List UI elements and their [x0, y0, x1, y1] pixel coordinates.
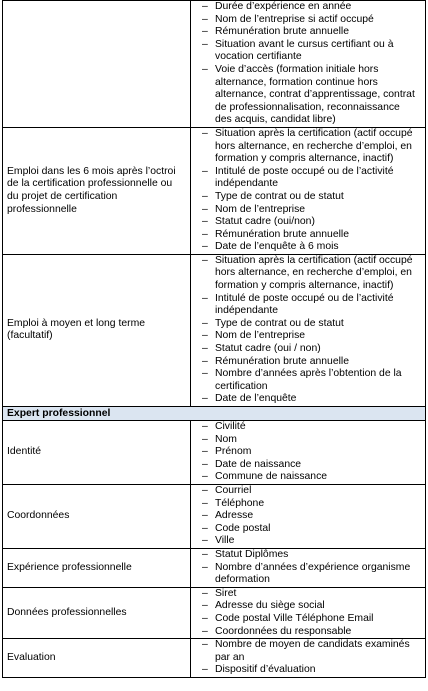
list-item: [191, 39, 425, 64]
dash-bullet-icon: –: [202, 368, 208, 380]
list-item-text: Durée d’expérience en année: [215, 1, 352, 12]
dash-bullet-icon: –: [202, 561, 208, 573]
list-item: [191, 498, 425, 511]
list-item: [191, 535, 425, 548]
row-label: [3, 1, 191, 128]
dash-bullet-icon: –: [202, 254, 208, 266]
dash-bullet-icon: –: [202, 203, 208, 215]
list-item-text: Situation avant le cursus certifiant ou à vocation certifiante: [215, 38, 394, 63]
list-item: [191, 229, 425, 242]
dash-bullet-icon: –: [202, 458, 208, 470]
list-item-text: Commune de naissance: [215, 471, 328, 483]
dash-bullet-icon: –: [202, 587, 208, 599]
list-item-text: Ville: [215, 535, 235, 547]
row-label: Emploi dans les 6 mois après l’octroi de la certification professionnelle ou du projet de certification professionnelle: [3, 127, 191, 254]
table-row: [3, 548, 426, 587]
dash-bullet-icon: –: [202, 317, 208, 329]
table-row: [3, 1, 426, 128]
list-item-text: Situation après la certification (actif occupé hors alternance, en recherche d’emploi, en formation y compris alternance, inactif): [215, 127, 413, 165]
list-item-text: Statut Diplômes: [215, 548, 289, 560]
list-item: [191, 639, 425, 664]
table-body: [3, 1, 426, 678]
dash-bullet-icon: –: [202, 421, 208, 432]
dash-bullet-icon: –: [202, 292, 208, 304]
list-item-text: Situation après la certification (actif occupé hors alternance, en recherche d’emploi, en formation y compris alternance, inactif): [215, 254, 413, 292]
list-item-text: Courriel: [215, 484, 252, 496]
list-item: [191, 613, 425, 626]
item-list: [191, 485, 425, 548]
row-label: Emploi à moyen et long terme (facultatif): [3, 254, 191, 406]
list-item-text: Date de naissance: [215, 458, 302, 470]
list-item: [191, 459, 425, 472]
dash-bullet-icon: –: [202, 13, 208, 25]
list-item: [191, 393, 425, 406]
item-list: [191, 549, 425, 587]
list-item-text: Voie d’accès (formation initiale hors alternance, formation continue hors alternance, contrat d’apprentissage, contrat de professionnalisation, reconnaissance des acquis, candidat libre): [215, 63, 415, 126]
list-item: [191, 14, 425, 27]
dash-bullet-icon: –: [202, 127, 208, 139]
dash-bullet-icon: –: [202, 535, 208, 547]
dash-bullet-icon: –: [202, 639, 208, 651]
row-items-cell: [191, 587, 426, 638]
dash-bullet-icon: –: [202, 625, 208, 637]
item-list: [191, 421, 425, 484]
list-item-text: Type de contrat ou de statut: [215, 317, 344, 329]
list-item: [191, 204, 425, 217]
list-item-text: Adresse: [215, 510, 254, 522]
dash-bullet-icon: –: [202, 393, 208, 405]
table-row: [3, 484, 426, 548]
item-list: [191, 1, 425, 127]
list-item: [191, 318, 425, 331]
list-item: [191, 241, 425, 254]
list-item: [191, 356, 425, 369]
item-list: [191, 128, 425, 254]
row-label: Données professionnelles: [3, 587, 191, 638]
dash-bullet-icon: –: [202, 446, 208, 458]
list-item: [191, 600, 425, 613]
list-item: [191, 293, 425, 318]
dash-bullet-icon: –: [202, 190, 208, 202]
table-row: [3, 587, 426, 638]
list-item-text: Prénom: [215, 446, 252, 458]
list-item: [191, 510, 425, 523]
dash-bullet-icon: –: [202, 433, 208, 445]
row-label: Identité: [3, 421, 191, 485]
list-item: [191, 588, 425, 601]
list-item: [191, 549, 425, 562]
table-row: [3, 421, 426, 485]
dash-bullet-icon: –: [202, 1, 208, 12]
list-item-text: Rémunération brute annuelle: [215, 355, 350, 367]
dash-bullet-icon: –: [202, 63, 208, 75]
list-item: [191, 343, 425, 356]
list-item-text: Nom de l’entreprise: [215, 203, 306, 215]
list-item: [191, 664, 425, 677]
list-item-text: Rémunération brute annuelle: [215, 26, 350, 38]
dash-bullet-icon: –: [202, 241, 208, 253]
list-item: [191, 1, 425, 14]
list-item: [191, 434, 425, 447]
dash-bullet-icon: –: [202, 343, 208, 355]
row-label: Coordonnées: [3, 484, 191, 548]
certification-data-table: [2, 0, 426, 678]
list-item-text: Statut cadre (oui / non): [215, 343, 321, 355]
list-item-text: Intitulé de poste occupé ou de l’activité indépendante: [215, 165, 394, 190]
list-item: [191, 191, 425, 204]
table-row: [3, 639, 426, 678]
list-item-text: Nom: [215, 433, 237, 445]
row-items-cell: [191, 484, 426, 548]
list-item: [191, 626, 425, 639]
list-item-text: Type de contrat ou de statut: [215, 190, 344, 202]
list-item-text: Téléphone: [215, 497, 265, 509]
item-list: [191, 588, 425, 638]
list-item: [191, 216, 425, 229]
list-item: [191, 471, 425, 484]
list-item-text: Nom de l’entreprise si actif occupé: [215, 13, 374, 25]
list-item-text: Nombre de moyen de candidats examinés par an: [215, 639, 410, 663]
row-label: Evaluation: [3, 639, 191, 678]
list-item-text: Coordonnées du responsable: [215, 625, 352, 637]
list-item-text: Adresse du siège social: [215, 600, 325, 612]
dash-bullet-icon: –: [202, 548, 208, 560]
dash-bullet-icon: –: [202, 38, 208, 50]
list-item-text: Code postal Ville Téléphone Email: [215, 612, 374, 624]
list-item: [191, 421, 425, 434]
list-item: [191, 523, 425, 536]
list-item: [191, 128, 425, 166]
row-items-cell: [191, 639, 426, 678]
list-item: [191, 330, 425, 343]
row-items-cell: [191, 421, 426, 485]
table-row: [3, 254, 426, 406]
dash-bullet-icon: –: [202, 522, 208, 534]
list-item-text: Siret: [215, 587, 237, 599]
row-items-cell: [191, 254, 426, 406]
dash-bullet-icon: –: [202, 355, 208, 367]
dash-bullet-icon: –: [202, 228, 208, 240]
section-title: Expert professionnel: [3, 407, 426, 421]
list-item-text: Civilité: [215, 421, 246, 432]
list-item-text: Nom de l’entreprise: [215, 330, 306, 342]
list-item-text: Date de l’enquête à 6 mois: [215, 241, 339, 253]
dash-bullet-icon: –: [202, 510, 208, 522]
dash-bullet-icon: –: [202, 497, 208, 509]
row-items-cell: [191, 127, 426, 254]
list-item-text: Statut cadre (oui/non): [215, 216, 315, 228]
list-item-text: Rémunération brute annuelle: [215, 228, 350, 240]
list-item: [191, 446, 425, 459]
row-label: Expérience professionnelle: [3, 548, 191, 587]
list-item-text: Dispositif d’évaluation: [215, 664, 316, 676]
list-item: [191, 26, 425, 39]
list-item-text: Code postal: [215, 522, 271, 534]
dash-bullet-icon: –: [202, 26, 208, 38]
row-items-cell: [191, 1, 426, 128]
dash-bullet-icon: –: [202, 612, 208, 624]
list-item-text: Intitulé de poste occupé ou de l’activité indépendante: [215, 292, 394, 317]
item-list: [191, 255, 425, 406]
dash-bullet-icon: –: [202, 471, 208, 483]
item-list: [191, 639, 425, 677]
section-header-row: [3, 407, 426, 421]
table-row: [3, 127, 426, 254]
list-item: [191, 485, 425, 498]
dash-bullet-icon: –: [202, 600, 208, 612]
list-item-text: Date de l’enquête: [215, 393, 297, 405]
dash-bullet-icon: –: [202, 330, 208, 342]
dash-bullet-icon: –: [202, 165, 208, 177]
list-item: [191, 166, 425, 191]
list-item-text: Nombre d’années après l’obtention de la certification: [215, 368, 402, 392]
row-items-cell: [191, 548, 426, 587]
list-item: [191, 562, 425, 587]
dash-bullet-icon: –: [202, 216, 208, 228]
list-item-text: Nombre d’années d’expérience organisme deformation: [215, 561, 411, 586]
list-item: [191, 64, 425, 127]
dash-bullet-icon: –: [202, 484, 208, 496]
list-item: [191, 368, 425, 393]
list-item: [191, 255, 425, 293]
dash-bullet-icon: –: [202, 664, 208, 676]
